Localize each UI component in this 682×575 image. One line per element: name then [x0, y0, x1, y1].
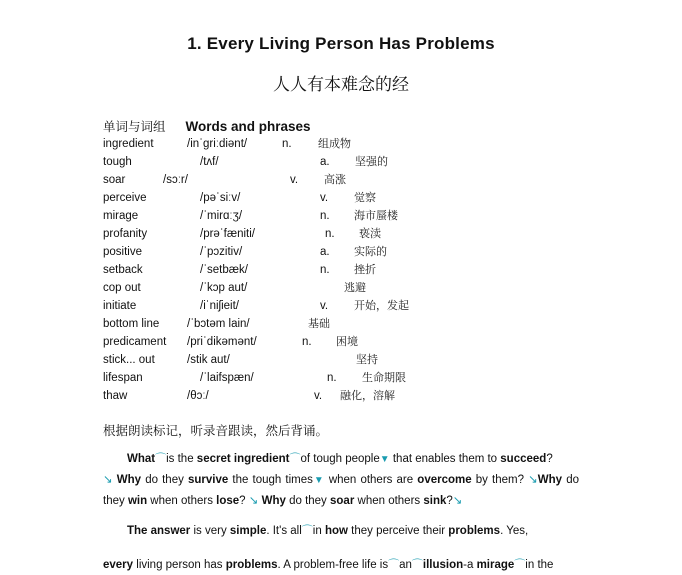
vocab-meaning: 坚强的 — [355, 155, 388, 168]
paragraph-1-cont: ↘ Why do they survive the tough times▼ when others are overcome by them? ↘Why do they win when others lose? ↘ Why do they soar when others sink?↘ — [103, 474, 579, 507]
vocab-meaning: 亵渎 — [359, 227, 381, 240]
vocab-meaning: 融化，溶解 — [340, 389, 395, 402]
vocab-meaning: 挫折 — [354, 263, 376, 276]
vocab-word: tough — [103, 156, 132, 168]
vocab-phonetic: /tʌf/ — [200, 156, 219, 168]
vocab-phonetic: /iˈniʃieit/ — [200, 300, 239, 312]
vocab-phonetic: /ˈsetbæk/ — [200, 264, 248, 276]
vocab-word: stick... out — [103, 354, 155, 366]
vocab-phonetic: /sɔːr/ — [163, 174, 188, 186]
lesson-title-chinese: 人人有本难念的经 — [273, 75, 409, 95]
vocab-word: initiate — [103, 300, 137, 312]
vocab-meaning: 基础 — [308, 317, 330, 330]
vocab-part-of-speech: n. — [325, 228, 335, 240]
vocab-phonetic: /inˈɡriːdiənt/ — [187, 138, 248, 150]
vocab-phonetic: /pəˈsiːv/ — [200, 192, 241, 204]
vocab-word: positive — [103, 246, 142, 258]
vocab-phonetic: /θɔː/ — [187, 390, 209, 402]
vocab-word: profanity — [103, 228, 148, 240]
vocab-meaning: 困境 — [336, 335, 358, 348]
vocab-phonetic: /prəˈfæniti/ — [200, 228, 255, 240]
vocab-word: predicament — [103, 336, 167, 348]
vocab-part-of-speech: n. — [302, 336, 312, 348]
vocab-word: setback — [103, 264, 143, 276]
vocab-phonetic: /ˈlaifspæn/ — [200, 372, 254, 384]
vocab-meaning: 开始，发起 — [354, 299, 409, 312]
vocab-meaning: 海市蜃楼 — [354, 209, 398, 222]
vocab-meaning: 组成物 — [318, 137, 351, 150]
vocab-meaning: 觉察 — [354, 191, 376, 204]
vocab-part-of-speech: v. — [320, 192, 329, 204]
vocab-part-of-speech: n. — [320, 210, 330, 222]
vocab-word: bottom line — [103, 318, 160, 330]
vocab-word: thaw — [103, 390, 128, 402]
vocab-meaning: 实际的 — [354, 245, 387, 258]
vocab-meaning: 逃避 — [344, 281, 366, 294]
paragraph-2-cont: every living person has problems. A problem-free life is⌒an⌒illusion-a mirage⌒in the — [103, 559, 554, 571]
vocab-word: cop out — [103, 282, 141, 294]
vocab-meaning: 高涨 — [324, 173, 346, 186]
vocab-part-of-speech: a. — [320, 156, 330, 168]
vocab-meaning: 坚持 — [356, 353, 378, 366]
reading-passage — [103, 449, 579, 575]
vocab-phonetic: /priˈdikəmənt/ — [187, 336, 257, 348]
vocab-part-of-speech: n. — [282, 138, 292, 150]
vocab-phonetic: /ˈbɔtəm lain/ — [187, 318, 250, 330]
paragraph-2: The answer is very simple. It's all⌒in how they perceive their problems. Yes, — [127, 525, 529, 537]
vocab-part-of-speech: v. — [290, 174, 299, 186]
vocab-word: mirage — [103, 210, 139, 222]
vocab-part-of-speech: a. — [320, 246, 330, 258]
vocab-word: lifespan — [103, 372, 143, 384]
vocab-word: soar — [103, 174, 126, 186]
vocab-phonetic: /stik aut/ — [187, 354, 230, 366]
vocab-part-of-speech: v. — [320, 300, 329, 312]
reading-instruction: 根据朗读标记，听录音跟读，然后背诵。 — [103, 423, 329, 438]
vocab-word: perceive — [103, 192, 147, 204]
vocab-section-heading — [103, 117, 311, 135]
vocab-part-of-speech: v. — [314, 390, 323, 402]
paragraph-1: What⌒is the secret ingredient⌒of tough people▼ that enables them to succeed? — [127, 453, 553, 465]
vocab-part-of-speech: n. — [327, 372, 337, 384]
section-heading-en: Words and phrases — [185, 119, 311, 134]
lesson-title: 1. Every Living Person Has Problems — [187, 34, 495, 53]
vocab-phonetic: /ˈkɔp aut/ — [200, 282, 248, 294]
vocab-phonetic: /ˈpɔzitiv/ — [200, 246, 243, 258]
vocab-word: ingredient — [103, 138, 154, 150]
vocab-part-of-speech: n. — [320, 264, 330, 276]
vocab-phonetic: /ˈmirɑːʒ/ — [200, 210, 243, 222]
vocab-meaning: 生命期限 — [362, 371, 406, 384]
section-heading-zh: 单词与词组 — [103, 119, 166, 134]
